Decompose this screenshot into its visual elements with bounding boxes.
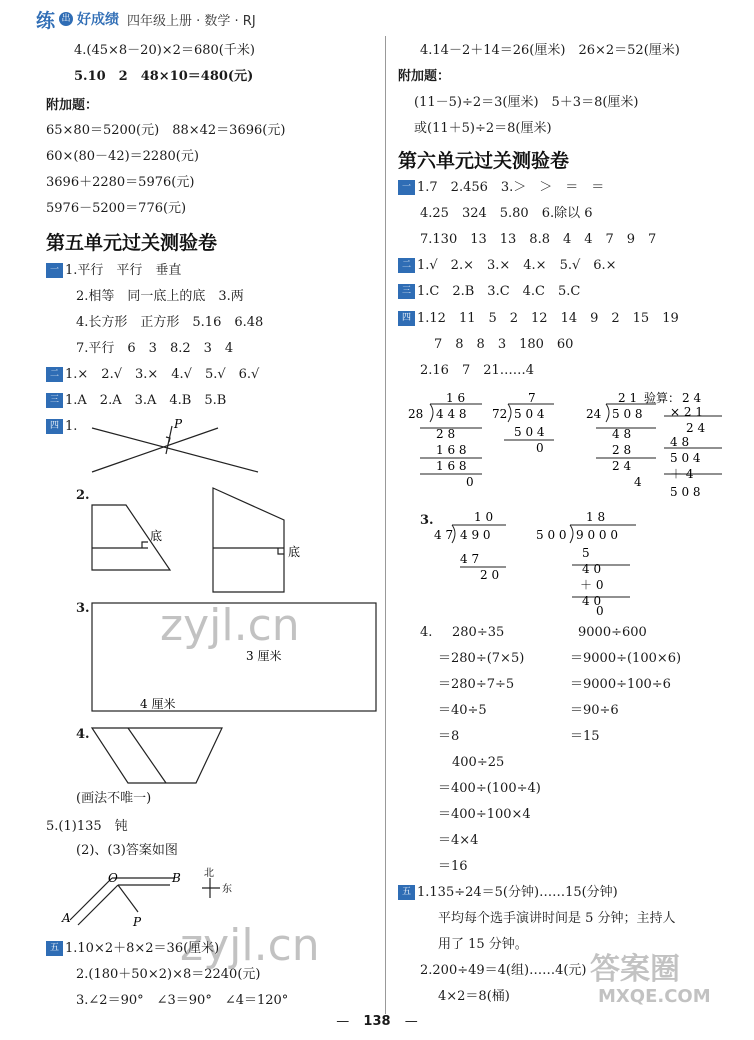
point-b-label: B: [172, 871, 181, 885]
answer-line: 平均每个选手演讲时间是 5 分钟；主持人: [438, 911, 676, 926]
check-label: 验算：: [644, 391, 681, 405]
long-division-q2: [386, 388, 754, 508]
svg-text:1 0: 1 0: [474, 510, 494, 524]
watermark: zyjl.cn: [160, 600, 300, 651]
svg-text:2 4: 2 4: [612, 459, 632, 473]
drawing-note: (画法不唯一): [76, 791, 152, 806]
trapezoid-4: [92, 728, 222, 783]
brand-logo-text: 好成绩: [77, 12, 120, 28]
svg-text:4 4 8: 4 4 8: [436, 407, 467, 421]
line-b: [92, 428, 218, 472]
svg-text:＋ 4: ＋ 4: [670, 467, 694, 481]
answer-line: 1.A 2.A 3.A 4.B 5.B: [65, 393, 227, 408]
calc-step: ＝280÷(7×5): [438, 651, 525, 666]
question-number: 3.: [76, 601, 90, 616]
svg-text:4 8: 4 8: [670, 435, 690, 449]
svg-text:5 0 4: 5 0 4: [514, 425, 545, 439]
answer-line: 用了 15 分钟。: [438, 937, 528, 952]
brand-logo-char: 练: [36, 9, 56, 32]
question-number: 4.: [420, 625, 433, 640]
right-angle-mark: [166, 437, 170, 442]
answer-line: 2.16 7 21……4: [420, 363, 535, 378]
answer-line: 1.135÷24＝5(分钟)……15(分钟): [417, 885, 618, 900]
svg-text:72: 72: [492, 407, 508, 421]
svg-text:2 1: 2 1: [618, 391, 638, 405]
section-badge: 五: [46, 941, 63, 956]
svg-text:1 8: 1 8: [586, 510, 606, 524]
long-division-q3: [430, 505, 650, 615]
page-number-value: 138: [363, 1014, 391, 1029]
svg-text:4: 4: [634, 475, 642, 489]
answer-line: 3696＋2280＝5976(元): [46, 175, 195, 190]
bonus-heading: 附加题：: [46, 98, 99, 113]
svg-text:5 0 4: 5 0 4: [670, 451, 701, 465]
answer-line: 60×(80－42)＝2280(元): [46, 149, 199, 164]
svg-text:4 0: 4 0: [582, 594, 602, 608]
east-label: 东: [222, 884, 232, 895]
svg-text:4 8: 4 8: [612, 427, 632, 441]
svg-text:× 2 1: × 2 1: [670, 405, 703, 419]
calc-step: ＝280÷7÷5: [438, 677, 515, 692]
svg-text:2 0: 2 0: [480, 568, 500, 582]
answer-line: 7.130 13 13 8.8 4 4 7 9 7: [420, 232, 657, 247]
answer-line: 或(11＋5)÷2＝8(厘米): [414, 121, 552, 136]
svg-text:0: 0: [536, 441, 544, 455]
watermark: zyjl.cn: [180, 920, 320, 971]
answer-line: 4×2＝8(桶): [438, 989, 510, 1004]
calc-step: ＝9000÷(100×6): [570, 651, 682, 666]
section-badge: 二: [398, 258, 415, 273]
answer-line: 4.14－2＋14＝26(厘米) 26×2＝52(厘米): [420, 43, 680, 58]
svg-text:7: 7: [528, 391, 536, 405]
svg-text:4 0: 4 0: [582, 562, 602, 576]
calc-step: ＝15: [570, 729, 600, 744]
brand-logo-dot: 出: [59, 12, 73, 26]
answer-line: 1.√ 2.× 3.× 4.× 5.√ 6.×: [417, 258, 617, 273]
book-subtitle: 四年级上册 · 数学 · RJ: [127, 13, 256, 29]
point-o-label: O: [108, 871, 118, 885]
north-label: 北: [204, 868, 214, 879]
section-badge: 四: [46, 419, 63, 434]
page-number: — 138 —: [336, 1014, 418, 1029]
svg-text:5: 5: [582, 546, 590, 560]
section-badge: 二: [46, 367, 63, 382]
height-label: 3 厘米: [246, 649, 282, 663]
answer-line: 4.(45×8－20)×2＝680(千米): [74, 43, 255, 58]
svg-text:4 9 0: 4 9 0: [460, 528, 491, 542]
answer-line: 5.(1)135 钝: [46, 819, 128, 834]
svg-text:28: 28: [408, 407, 424, 421]
svg-text:2 8: 2 8: [436, 427, 456, 441]
answer-line: 65×80＝5200(元) 88×42＝3696(元): [46, 123, 286, 138]
svg-text:4 7: 4 7: [460, 552, 480, 566]
point-p-label: P: [133, 915, 142, 929]
svg-text:0: 0: [596, 604, 604, 615]
svg-text:5 0 0: 5 0 0: [536, 528, 567, 542]
calc-step: ＝400÷(100÷4): [438, 781, 541, 796]
svg-text:2 4: 2 4: [686, 421, 706, 435]
section-badge: 五: [398, 885, 415, 900]
question-number: 1.: [65, 419, 78, 434]
question-number: 3.: [420, 513, 434, 528]
answer-line: 4.长方形 正方形 5.16 6.48: [76, 315, 264, 330]
unit6-title: 第六单元过关测验卷: [398, 150, 570, 172]
question-number: 4.: [76, 727, 90, 742]
answer-line: 5.10 2 48×10＝480(元): [74, 69, 254, 84]
answer-line: 2.相等 同一底上的底 3.两: [76, 289, 244, 304]
svg-text:1 6 8: 1 6 8: [436, 459, 467, 473]
answer-line: 3.∠2＝90° ∠3＝90° ∠4＝120°: [76, 993, 289, 1008]
calc-step: ＝9000÷100÷6: [570, 677, 671, 692]
svg-text:1 6: 1 6: [446, 391, 466, 405]
svg-text:5 0 8: 5 0 8: [612, 407, 643, 421]
calc-step: ＝400÷100×4: [438, 807, 531, 822]
calc-step: ＝40÷5: [438, 703, 487, 718]
line-a: [92, 428, 258, 472]
svg-text:＋ 0: ＋ 0: [580, 578, 604, 592]
answer-line: 1.10×2＋8×2＝36(厘米): [65, 941, 220, 956]
answer-line: 2.(180＋50×2)×8＝2240(元): [76, 967, 261, 982]
svg-text:1 6 8: 1 6 8: [436, 443, 467, 457]
answer-line: (2)、(3)答案如图: [76, 843, 178, 858]
answer-line: 1.C 2.B 3.C 4.C 5.C: [417, 284, 581, 299]
svg-text:2 4: 2 4: [682, 391, 702, 405]
answer-line: (11－5)÷2＝3(厘米) 5＋3＝8(厘米): [414, 95, 639, 110]
section-badge: 一: [398, 180, 415, 195]
point-a-label: A: [62, 911, 71, 925]
base-label: 底: [150, 529, 163, 543]
parallelogram-2: [213, 488, 284, 592]
section-badge: 一: [46, 263, 63, 278]
answer-line: 1.× 2.√ 3.× 4.√ 5.√ 6.√: [65, 367, 260, 382]
calc-step: ＝8: [438, 729, 460, 744]
ray-oa: [70, 878, 112, 920]
watermark: MXQE.COM: [598, 986, 711, 1007]
unit5-title: 第五单元过关测验卷: [46, 232, 218, 254]
calc-step: 9000÷600: [578, 625, 647, 640]
answer-line: 5976－5200＝776(元): [46, 201, 187, 216]
answer-line: 2.200÷49＝4(组)……4(元): [420, 963, 587, 978]
section-badge: 四: [398, 311, 415, 326]
column-divider: [385, 36, 386, 1014]
svg-text:2 8: 2 8: [612, 443, 632, 457]
svg-text:5 0 8: 5 0 8: [670, 485, 701, 499]
calc-step: ＝16: [438, 859, 468, 874]
base-label: 底: [288, 545, 301, 559]
point-p-label: P: [174, 417, 183, 431]
calc-step: ＝90÷6: [570, 703, 619, 718]
answer-line: 7.平行 6 3 8.2 3 4: [76, 341, 234, 356]
question-number: 2.: [76, 488, 90, 503]
bonus-heading: 附加题：: [398, 69, 451, 84]
watermark: 答案圈: [590, 952, 680, 987]
answer-line: 1.7 2.456 3.＞ ＞ ＝ ＝: [417, 180, 605, 195]
svg-text:4 7: 4 7: [434, 528, 454, 542]
svg-text:24: 24: [586, 407, 602, 421]
answer-line: 1.12 11 5 2 12 14 9 2 15 19: [417, 311, 679, 326]
section-badge: 三: [46, 393, 63, 408]
svg-text:0: 0: [466, 475, 474, 489]
answer-line: 7 8 8 3 180 60: [434, 337, 574, 352]
calc-step: 280÷35: [452, 625, 505, 640]
answer-line: 4.25 324 5.80 6.除以 6: [420, 206, 593, 221]
svg-text:5 0 4: 5 0 4: [514, 407, 545, 421]
calc-step: 400÷25: [452, 755, 505, 770]
calc-step: ＝4×4: [438, 833, 479, 848]
svg-text:9 0 0 0: 9 0 0 0: [576, 528, 618, 542]
answer-line: 1.平行 平行 垂直: [65, 263, 182, 278]
section-badge: 三: [398, 284, 415, 299]
width-label: 4 厘米: [140, 697, 176, 711]
